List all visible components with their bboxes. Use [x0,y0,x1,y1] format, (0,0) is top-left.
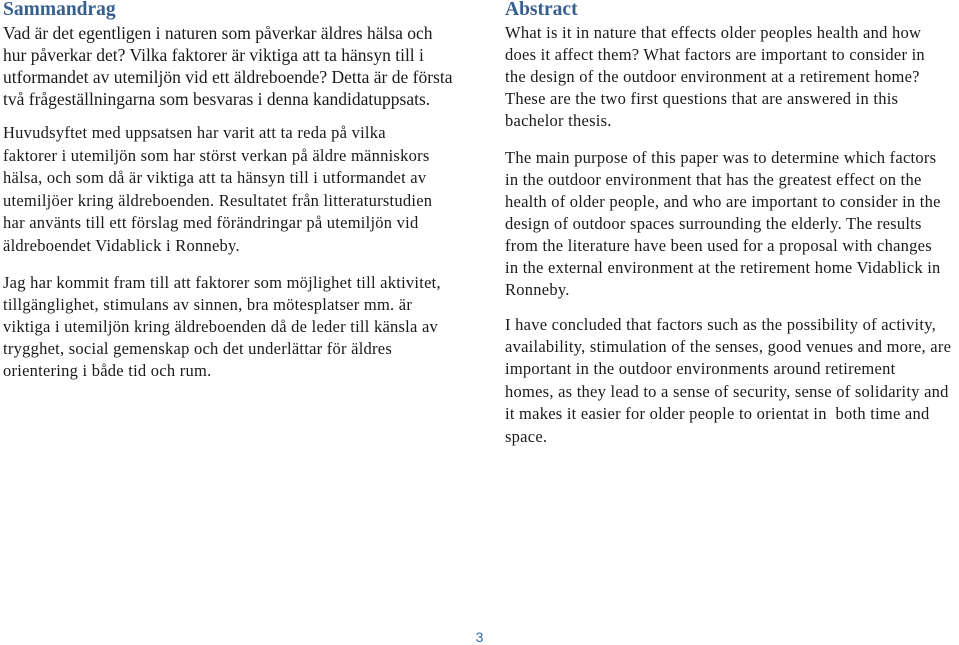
abstract-paragraph-3 [505,314,957,448]
sammandrag-paragraph-1 [3,22,471,110]
text-line: Ronneby. [505,279,570,299]
text-line: trygghet, social gemenskap och det underlättar för äldres [3,338,393,358]
sammandrag-paragraph-2 [3,122,471,258]
page-number: 3 [475,629,484,645]
text-line: These are the two first questions that are answered in this [505,89,899,109]
text-line: design of outdoor spaces surrounding the elderly. The results [505,213,922,233]
text-line: har använts till ett förslag med förändringar på utemiljön vid [3,213,419,233]
text-line: it makes it easier for older people to orientat in both time and [505,404,930,424]
text-line: tillgänglighet, stimulans av sinnen, bra mötesplatser mm. är [3,294,413,314]
text-line: from the literature have been used for a proposal with changes [505,235,932,255]
text-line: What is it in nature that effects older peoples health and how [505,22,922,42]
text-line: availability, stimulation of the senses, good venues and more, are [505,336,952,356]
text-line: utemiljöer kring äldreboenden. Resultatet från litteraturstudien [3,190,433,210]
text-line: Vad är det egentligen i naturen som påverkar äldres hälsa och [3,23,433,43]
text-line: hälsa, och som då är viktiga att ta hänsyn till i utformandet av [3,168,427,188]
text-line: viktiga i utemiljön kring äldreboenden då de leder till känsla av [3,316,439,336]
abstract-paragraph-2 [505,147,957,301]
text-line: The main purpose of this paper was to determine which factors [505,147,937,167]
abstract-heading: Abstract [505,0,578,20]
text-line: health of older people, and who are important to consider in the [505,191,941,211]
text-line: space. [505,426,548,446]
text-line: Jag har kommit fram till att faktorer som möjlighet till aktivitet, [3,272,441,292]
abstract-paragraph-1 [505,22,957,133]
text-line: två frågeställningarna som besvaras i denna kandidatuppsats. [3,89,431,109]
text-line: homes, as they lead to a sense of security, sense of solidarity and [505,381,949,401]
text-line: hur påverkar det? Vilka faktorer är viktiga att ta hänsyn till i [3,45,424,65]
text-line: Huvudsyftet med uppsatsen har varit att ta reda på vilka [3,123,386,142]
text-line: äldreboendet Vidablick i Ronneby. [3,235,240,255]
text-line: the design of the outdoor environment at a retirement home? [505,66,920,86]
text-line: in the external environment at the retirement home Vidablick in [505,257,941,277]
text-line: faktorer i utemiljön som har störst verkan på äldre människors [3,145,430,165]
text-line: orientering i både tid och rum. [3,360,212,380]
sammandrag-paragraph-3 [3,272,471,382]
text-line: I have concluded that factors such as the possibility of activity, [505,314,937,334]
text-line: in the outdoor environment that has the greatest effect on the [505,169,922,189]
text-line: does it affect them? What factors are important to consider in [505,44,925,64]
text-line: utformandet av utemiljön vid ett äldreboende? Detta är de första [3,67,453,87]
text-line: important in the outdoor environments around retirement [505,359,896,379]
sammandrag-heading: Sammandrag [3,0,116,20]
text-line: bachelor thesis. [505,111,612,131]
